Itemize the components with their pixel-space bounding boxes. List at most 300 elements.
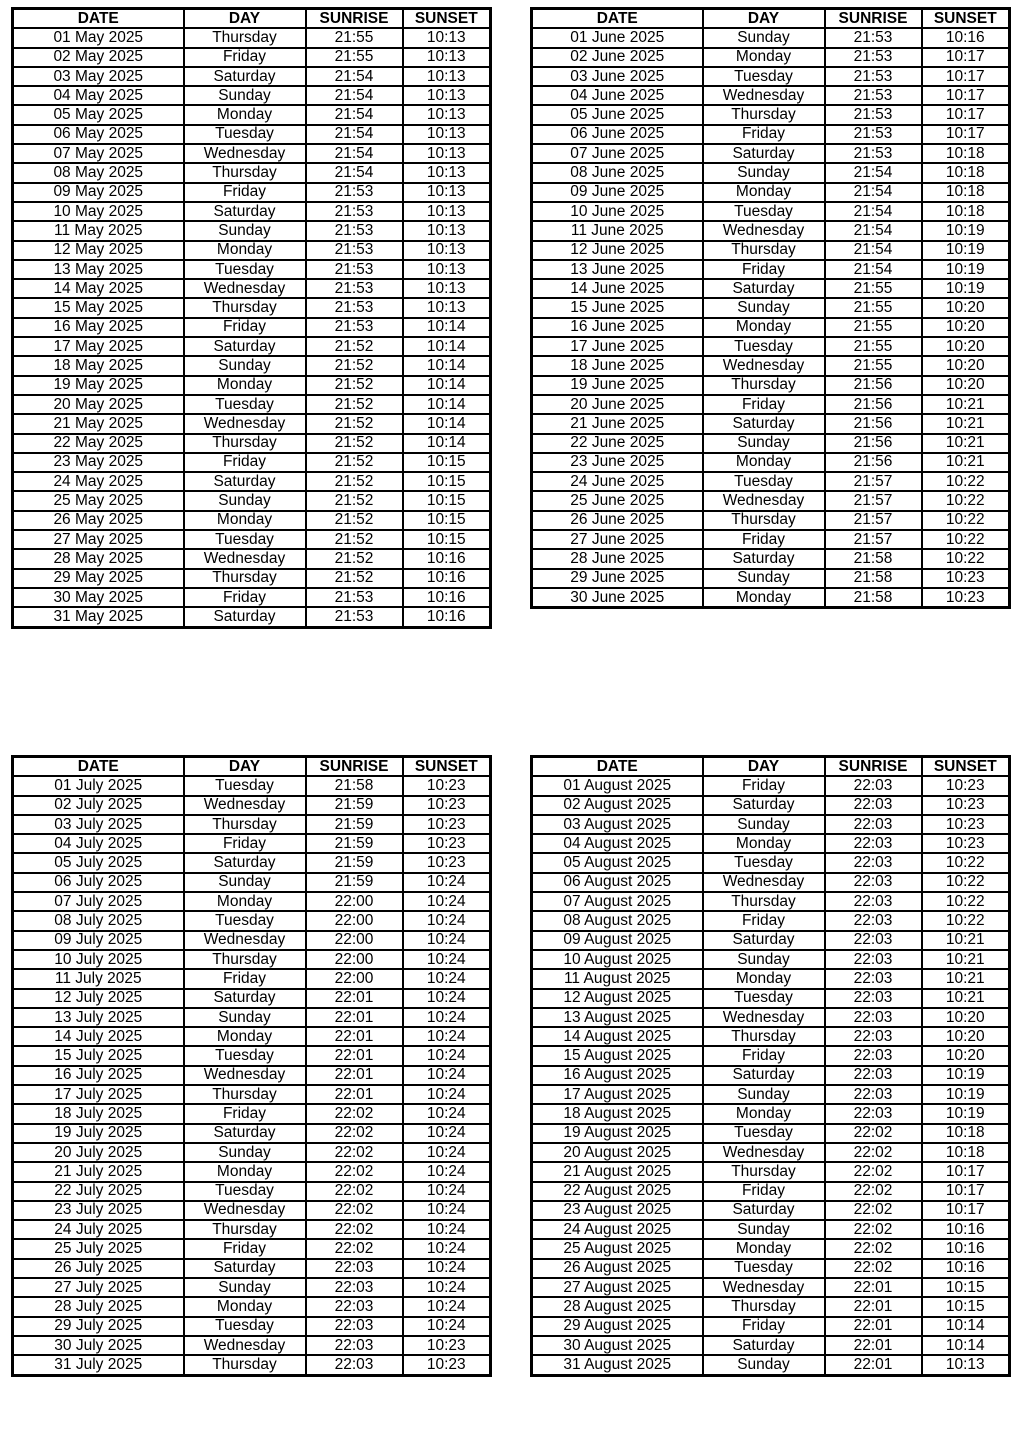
sunrise-cell: 22:03 [306, 1278, 403, 1297]
sunset-cell: 10:19 [922, 279, 1010, 298]
sunrise-cell: 22:03 [825, 834, 922, 853]
sunset-cell: 10:17 [922, 67, 1010, 86]
table-row [532, 1066, 1010, 1085]
table-body [532, 28, 1010, 607]
day-cell: Monday [184, 1162, 306, 1181]
sunrise-cell: 22:02 [825, 1162, 922, 1181]
sunset-cell: 10:15 [403, 472, 491, 491]
august-table [530, 755, 1011, 1377]
date-cell: 12 June 2025 [532, 241, 703, 260]
date-cell: 22 July 2025 [13, 1182, 184, 1201]
table-row [532, 376, 1010, 395]
sunrise-cell: 22:02 [306, 1143, 403, 1162]
day-cell: Monday [184, 511, 306, 530]
table-row [532, 796, 1010, 815]
date-cell: 15 June 2025 [532, 298, 703, 317]
day-cell: Friday [184, 588, 306, 607]
sunrise-cell: 21:57 [825, 530, 922, 549]
sunset-cell: 10:17 [922, 48, 1010, 67]
sunrise-cell: 21:58 [306, 776, 403, 795]
table-row [13, 1008, 491, 1027]
day-cell: Monday [184, 1297, 306, 1316]
date-cell: 29 August 2025 [532, 1317, 703, 1336]
table-row [532, 48, 1010, 67]
table-row [13, 569, 491, 588]
sunrise-cell: 21:52 [306, 491, 403, 510]
sunset-cell: 10:21 [922, 989, 1010, 1008]
day-cell: Friday [703, 260, 825, 279]
table-row [532, 472, 1010, 491]
table-row [13, 1297, 491, 1316]
day-cell: Sunday [703, 569, 825, 588]
sunset-cell: 10:20 [922, 356, 1010, 375]
date-cell: 14 August 2025 [532, 1027, 703, 1046]
day-cell: Friday [184, 453, 306, 472]
date-cell: 05 May 2025 [13, 105, 184, 124]
sunset-cell: 10:24 [403, 969, 491, 988]
table-row [13, 1162, 491, 1181]
table-row [532, 491, 1010, 510]
table-row [13, 67, 491, 86]
sunrise-cell: 21:54 [825, 183, 922, 202]
table-row [13, 356, 491, 375]
sunset-cell: 10:14 [403, 395, 491, 414]
sunset-cell: 10:20 [922, 337, 1010, 356]
sunrise-cell: 21:52 [306, 356, 403, 375]
sunrise-cell: 22:03 [825, 796, 922, 815]
table-row [13, 86, 491, 105]
day-cell: Wednesday [184, 1066, 306, 1085]
table-row [532, 588, 1010, 608]
sunrise-cell: 22:01 [306, 1066, 403, 1085]
table-row [13, 530, 491, 549]
date-cell: 19 July 2025 [13, 1124, 184, 1143]
sunset-cell: 10:17 [922, 1162, 1010, 1181]
sunset-cell: 10:19 [922, 1066, 1010, 1085]
date-cell: 04 August 2025 [532, 834, 703, 853]
sunrise-cell: 21:58 [825, 569, 922, 588]
sunset-cell: 10:14 [403, 376, 491, 395]
day-cell: Friday [703, 1046, 825, 1065]
sunrise-cell: 22:01 [825, 1336, 922, 1355]
day-cell: Tuesday [703, 853, 825, 872]
date-cell: 31 May 2025 [13, 607, 184, 627]
day-cell: Thursday [184, 298, 306, 317]
day-cell: Sunday [703, 28, 825, 47]
header-sunset: SUNSET [922, 757, 1010, 777]
sunset-cell: 10:21 [922, 414, 1010, 433]
day-cell: Thursday [184, 1085, 306, 1104]
sunrise-cell: 22:03 [306, 1297, 403, 1316]
sunrise-cell: 21:57 [825, 511, 922, 530]
sunset-cell: 10:23 [922, 569, 1010, 588]
header-day: DAY [703, 757, 825, 777]
date-cell: 19 August 2025 [532, 1124, 703, 1143]
sunrise-cell: 22:00 [306, 950, 403, 969]
sunset-cell: 10:24 [403, 931, 491, 950]
table-row [532, 395, 1010, 414]
day-cell: Wednesday [703, 221, 825, 240]
table-row [532, 1143, 1010, 1162]
table-body [532, 776, 1010, 1375]
table-row [532, 144, 1010, 163]
sunset-cell: 10:21 [922, 950, 1010, 969]
table-row [532, 105, 1010, 124]
table-row [13, 989, 491, 1008]
sunrise-cell: 22:00 [306, 911, 403, 930]
table-row [13, 1239, 491, 1258]
day-cell: Sunday [184, 491, 306, 510]
table-row [532, 453, 1010, 472]
sunset-cell: 10:24 [403, 989, 491, 1008]
date-cell: 26 May 2025 [13, 511, 184, 530]
day-cell: Sunday [703, 163, 825, 182]
table-row [13, 453, 491, 472]
sunrise-cell: 21:52 [306, 549, 403, 568]
table-row [532, 1027, 1010, 1046]
sunrise-cell: 21:53 [306, 279, 403, 298]
sunrise-cell: 22:02 [306, 1162, 403, 1181]
sunrise-cell: 22:03 [825, 853, 922, 872]
sunrise-cell: 21:54 [825, 202, 922, 221]
sunset-cell: 10:23 [922, 796, 1010, 815]
day-cell: Tuesday [184, 125, 306, 144]
sunrise-cell: 22:00 [306, 931, 403, 950]
sunset-cell: 10:20 [922, 298, 1010, 317]
day-cell: Friday [184, 48, 306, 67]
sunrise-cell: 22:03 [825, 776, 922, 795]
table-row [532, 221, 1010, 240]
sunrise-cell: 22:02 [825, 1220, 922, 1239]
day-cell: Thursday [184, 1355, 306, 1375]
table-body [13, 776, 491, 1375]
header-sunrise: SUNRISE [825, 9, 922, 29]
sunset-cell: 10:15 [403, 511, 491, 530]
sunset-cell: 10:19 [922, 260, 1010, 279]
sunset-cell: 10:20 [922, 1027, 1010, 1046]
sunset-cell: 10:22 [922, 911, 1010, 930]
sunset-cell: 10:24 [403, 1046, 491, 1065]
sunset-cell: 10:14 [403, 337, 491, 356]
sunset-cell: 10:24 [403, 892, 491, 911]
sunset-cell: 10:18 [922, 144, 1010, 163]
sunrise-cell: 21:57 [825, 491, 922, 510]
day-cell: Wednesday [703, 491, 825, 510]
sunset-cell: 10:17 [922, 1201, 1010, 1220]
sunset-cell: 10:23 [403, 796, 491, 815]
day-cell: Wednesday [703, 356, 825, 375]
sunrise-cell: 21:53 [306, 588, 403, 607]
date-cell: 11 June 2025 [532, 221, 703, 240]
table-row [13, 318, 491, 337]
date-cell: 21 May 2025 [13, 414, 184, 433]
day-cell: Thursday [703, 892, 825, 911]
sunrise-cell: 22:02 [825, 1143, 922, 1162]
sunrise-cell: 21:53 [825, 144, 922, 163]
sunrise-cell: 21:53 [306, 260, 403, 279]
date-cell: 21 June 2025 [532, 414, 703, 433]
header-sunset: SUNSET [403, 9, 491, 29]
date-cell: 06 June 2025 [532, 125, 703, 144]
sunset-cell: 10:23 [922, 834, 1010, 853]
sunrise-cell: 22:03 [825, 1008, 922, 1027]
date-cell: 03 August 2025 [532, 815, 703, 834]
sunrise-cell: 22:02 [306, 1220, 403, 1239]
date-cell: 19 May 2025 [13, 376, 184, 395]
table-row [532, 1259, 1010, 1278]
sunrise-cell: 22:01 [306, 1046, 403, 1065]
day-cell: Friday [184, 969, 306, 988]
table-row [532, 202, 1010, 221]
sunset-cell: 10:24 [403, 1008, 491, 1027]
day-cell: Monday [703, 1239, 825, 1258]
sunrise-cell: 22:03 [825, 1046, 922, 1065]
sunrise-cell: 21:52 [306, 434, 403, 453]
table-row [532, 318, 1010, 337]
day-cell: Saturday [184, 853, 306, 872]
day-cell: Sunday [703, 950, 825, 969]
table-row [13, 815, 491, 834]
sunset-cell: 10:23 [403, 776, 491, 795]
sunrise-cell: 21:52 [306, 453, 403, 472]
table-row [532, 1162, 1010, 1181]
sunrise-cell: 21:56 [825, 453, 922, 472]
day-cell: Sunday [184, 1278, 306, 1297]
day-cell: Thursday [703, 1162, 825, 1181]
date-cell: 21 July 2025 [13, 1162, 184, 1181]
sunset-cell: 10:16 [922, 1239, 1010, 1258]
day-cell: Tuesday [703, 472, 825, 491]
day-cell: Monday [703, 834, 825, 853]
sunrise-cell: 21:53 [306, 183, 403, 202]
header-sunset: SUNSET [403, 757, 491, 777]
date-cell: 06 May 2025 [13, 125, 184, 144]
day-cell: Wednesday [703, 86, 825, 105]
date-cell: 01 July 2025 [13, 776, 184, 795]
table-row [532, 1182, 1010, 1201]
table-row [13, 28, 491, 47]
sunrise-cell: 21:52 [306, 569, 403, 588]
sunrise-cell: 21:53 [825, 86, 922, 105]
sunrise-cell: 22:01 [825, 1317, 922, 1336]
day-cell: Friday [703, 1182, 825, 1201]
date-cell: 26 June 2025 [532, 511, 703, 530]
date-cell: 03 June 2025 [532, 67, 703, 86]
table-row [13, 1104, 491, 1123]
date-cell: 27 July 2025 [13, 1278, 184, 1297]
day-cell: Thursday [703, 1297, 825, 1316]
sunrise-cell: 22:03 [825, 950, 922, 969]
date-cell: 30 June 2025 [532, 588, 703, 608]
date-cell: 30 July 2025 [13, 1336, 184, 1355]
sunset-cell: 10:14 [403, 414, 491, 433]
table-row [13, 911, 491, 930]
sunset-cell: 10:22 [922, 511, 1010, 530]
date-cell: 05 August 2025 [532, 853, 703, 872]
sunrise-cell: 21:53 [306, 221, 403, 240]
table-row [532, 853, 1010, 872]
header-sunrise: SUNRISE [306, 757, 403, 777]
day-cell: Friday [703, 1317, 825, 1336]
table-row [13, 1259, 491, 1278]
sunset-cell: 10:13 [403, 298, 491, 317]
date-cell: 05 June 2025 [532, 105, 703, 124]
sunset-cell: 10:13 [403, 183, 491, 202]
sunrise-cell: 21:53 [306, 298, 403, 317]
day-cell: Saturday [184, 1259, 306, 1278]
sunrise-cell: 22:02 [306, 1182, 403, 1201]
day-cell: Sunday [184, 221, 306, 240]
table-row [532, 337, 1010, 356]
day-cell: Wednesday [184, 279, 306, 298]
sunset-cell: 10:13 [403, 260, 491, 279]
sunset-cell: 10:22 [922, 472, 1010, 491]
day-cell: Tuesday [184, 260, 306, 279]
sunrise-cell: 21:58 [825, 588, 922, 608]
date-cell: 17 May 2025 [13, 337, 184, 356]
date-cell: 22 August 2025 [532, 1182, 703, 1201]
table-row [532, 969, 1010, 988]
header-date: DATE [532, 9, 703, 29]
table-row [13, 472, 491, 491]
table-row [532, 911, 1010, 930]
table-row [532, 1278, 1010, 1297]
day-cell: Friday [703, 395, 825, 414]
sunrise-cell: 21:56 [825, 434, 922, 453]
sunrise-cell: 21:53 [825, 48, 922, 67]
table-row [532, 892, 1010, 911]
date-cell: 08 May 2025 [13, 163, 184, 182]
table-row [13, 144, 491, 163]
sunrise-cell: 21:52 [306, 395, 403, 414]
date-cell: 08 August 2025 [532, 911, 703, 930]
table-row [13, 221, 491, 240]
table-row [13, 48, 491, 67]
sunset-cell: 10:14 [922, 1317, 1010, 1336]
sunset-cell: 10:21 [922, 931, 1010, 950]
sunset-cell: 10:14 [403, 318, 491, 337]
table-row [13, 337, 491, 356]
day-cell: Saturday [703, 549, 825, 568]
sunrise-cell: 21:59 [306, 873, 403, 892]
day-cell: Saturday [703, 931, 825, 950]
table-row [532, 298, 1010, 317]
sunrise-cell: 21:52 [306, 414, 403, 433]
table-row [532, 1355, 1010, 1375]
sunset-cell: 10:13 [403, 86, 491, 105]
sunrise-cell: 21:53 [825, 28, 922, 47]
header-sunrise: SUNRISE [306, 9, 403, 29]
day-cell: Saturday [703, 1201, 825, 1220]
sunrise-cell: 21:54 [306, 67, 403, 86]
table-row [13, 1027, 491, 1046]
header-row [532, 757, 1010, 777]
day-cell: Thursday [184, 569, 306, 588]
date-cell: 21 August 2025 [532, 1162, 703, 1181]
date-cell: 15 July 2025 [13, 1046, 184, 1065]
day-cell: Thursday [184, 163, 306, 182]
header-row [13, 757, 491, 777]
day-cell: Monday [184, 241, 306, 260]
sunset-cell: 10:13 [403, 105, 491, 124]
sunset-cell: 10:24 [403, 1143, 491, 1162]
table-row [13, 1336, 491, 1355]
day-cell: Saturday [703, 1066, 825, 1085]
date-cell: 13 August 2025 [532, 1008, 703, 1027]
date-cell: 07 June 2025 [532, 144, 703, 163]
date-cell: 13 May 2025 [13, 260, 184, 279]
date-cell: 18 May 2025 [13, 356, 184, 375]
day-cell: Monday [184, 105, 306, 124]
date-cell: 10 June 2025 [532, 202, 703, 221]
table-row [532, 1239, 1010, 1258]
sunset-cell: 10:21 [922, 969, 1010, 988]
date-cell: 17 June 2025 [532, 337, 703, 356]
table-row [13, 125, 491, 144]
sunset-cell: 10:20 [922, 1008, 1010, 1027]
table-row [532, 815, 1010, 834]
day-cell: Sunday [184, 1143, 306, 1162]
sunset-cell: 10:24 [403, 1124, 491, 1143]
table-row [13, 395, 491, 414]
date-cell: 29 May 2025 [13, 569, 184, 588]
date-cell: 15 May 2025 [13, 298, 184, 317]
day-cell: Friday [184, 318, 306, 337]
table-row [532, 569, 1010, 588]
sunrise-cell: 21:54 [306, 86, 403, 105]
sunrise-cell: 21:55 [825, 356, 922, 375]
table-row [532, 1046, 1010, 1065]
sunrise-cell: 21:56 [825, 395, 922, 414]
date-cell: 24 July 2025 [13, 1220, 184, 1239]
table-row [532, 67, 1010, 86]
day-cell: Tuesday [703, 1124, 825, 1143]
sunset-cell: 10:18 [922, 1124, 1010, 1143]
day-cell: Wednesday [184, 144, 306, 163]
sunrise-cell: 21:59 [306, 853, 403, 872]
day-cell: Thursday [184, 28, 306, 47]
date-cell: 13 July 2025 [13, 1008, 184, 1027]
sunset-cell: 10:22 [922, 491, 1010, 510]
date-cell: 23 July 2025 [13, 1201, 184, 1220]
date-cell: 29 June 2025 [532, 569, 703, 588]
sunset-cell: 10:13 [922, 1355, 1010, 1375]
sunrise-cell: 21:55 [306, 28, 403, 47]
sunrise-cell: 22:01 [825, 1355, 922, 1375]
sunrise-cell: 21:58 [825, 549, 922, 568]
day-cell: Sunday [184, 356, 306, 375]
table-row [532, 1220, 1010, 1239]
table-row [532, 1336, 1010, 1355]
header-date: DATE [532, 757, 703, 777]
day-cell: Monday [703, 1104, 825, 1123]
date-cell: 14 July 2025 [13, 1027, 184, 1046]
day-cell: Thursday [703, 241, 825, 260]
sunset-cell: 10:21 [922, 395, 1010, 414]
sunset-cell: 10:16 [403, 569, 491, 588]
day-cell: Wednesday [703, 1008, 825, 1027]
sunset-cell: 10:20 [922, 376, 1010, 395]
sunset-cell: 10:20 [922, 318, 1010, 337]
date-cell: 15 August 2025 [532, 1046, 703, 1065]
sunset-cell: 10:24 [403, 1239, 491, 1258]
table-row [13, 163, 491, 182]
date-cell: 16 July 2025 [13, 1066, 184, 1085]
sunrise-cell: 22:02 [825, 1259, 922, 1278]
sunset-cell: 10:23 [403, 1336, 491, 1355]
day-cell: Wednesday [703, 1278, 825, 1297]
table-row [532, 163, 1010, 182]
